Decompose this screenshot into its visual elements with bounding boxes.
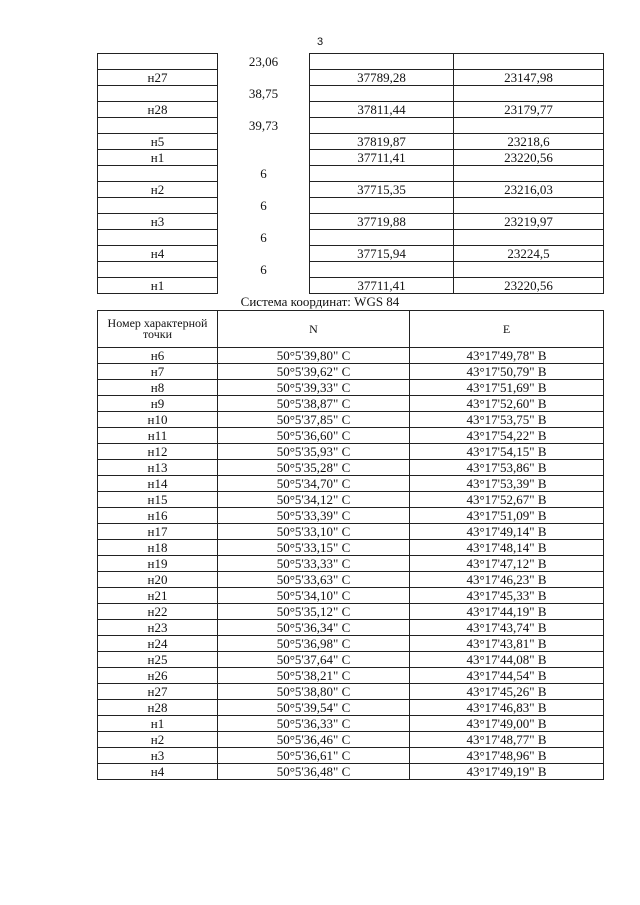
- longitude-value: 43°17'45,26" В: [410, 684, 604, 700]
- wgs84-row: [98, 476, 604, 492]
- x-coordinate: 37711,41: [310, 150, 454, 166]
- page-number: 3: [316, 36, 324, 48]
- empty-cell: [218, 102, 310, 118]
- point-name: н2: [98, 732, 218, 748]
- y-coordinate: 23220,56: [454, 150, 604, 166]
- latitude-value: 50°5'36,48" С: [218, 764, 410, 780]
- point-name: н10: [98, 412, 218, 428]
- wgs84-row: [98, 428, 604, 444]
- empty-cell: [98, 198, 218, 214]
- wgs84-row: [98, 572, 604, 588]
- point-name: н25: [98, 652, 218, 668]
- empty-cell: [310, 230, 454, 246]
- empty-cell: [218, 246, 310, 262]
- latitude-value: 50°5'37,85" С: [218, 412, 410, 428]
- point-name: н4: [98, 246, 218, 262]
- point-name: н22: [98, 604, 218, 620]
- distance-row: [98, 230, 604, 246]
- point-name: н24: [98, 636, 218, 652]
- y-coordinate: 23224,5: [454, 246, 604, 262]
- longitude-value: 43°17'54,15" В: [410, 444, 604, 460]
- empty-cell: [310, 166, 454, 182]
- empty-cell: [98, 86, 218, 102]
- longitude-value: 43°17'51,69" В: [410, 380, 604, 396]
- wgs84-coordinates-body: [98, 348, 604, 780]
- longitude-value: 43°17'48,77" В: [410, 732, 604, 748]
- latitude-value: 50°5'34,12" С: [218, 492, 410, 508]
- latitude-value: 50°5'36,60" С: [218, 428, 410, 444]
- wgs84-row: [98, 444, 604, 460]
- point-row: [98, 246, 604, 262]
- longitude-value: 43°17'54,22" В: [410, 428, 604, 444]
- latitude-value: 50°5'33,63" С: [218, 572, 410, 588]
- x-coordinate: 37719,88: [310, 214, 454, 230]
- longitude-value: 43°17'53,86" В: [410, 460, 604, 476]
- latitude-value: 50°5'35,93" С: [218, 444, 410, 460]
- longitude-value: 43°17'49,00" В: [410, 716, 604, 732]
- point-row: [98, 150, 604, 166]
- point-name: н12: [98, 444, 218, 460]
- header-point-number: Номер характерной точки: [98, 311, 218, 348]
- point-name: н14: [98, 476, 218, 492]
- y-coordinate: 23179,77: [454, 102, 604, 118]
- distance-row: [98, 54, 604, 70]
- wgs84-row: [98, 764, 604, 780]
- latitude-value: 50°5'39,54" С: [218, 700, 410, 716]
- empty-cell: [454, 198, 604, 214]
- wgs84-row: [98, 396, 604, 412]
- longitude-value: 43°17'49,19" В: [410, 764, 604, 780]
- wgs84-row: [98, 652, 604, 668]
- distance-row: [98, 86, 604, 102]
- distance-value: 39,73: [218, 118, 310, 134]
- empty-cell: [218, 150, 310, 166]
- latitude-value: 50°5'36,46" С: [218, 732, 410, 748]
- wgs84-row: [98, 620, 604, 636]
- empty-cell: [310, 54, 454, 70]
- empty-cell: [454, 262, 604, 278]
- y-coordinate: 23218,6: [454, 134, 604, 150]
- point-name: н4: [98, 764, 218, 780]
- longitude-value: 43°17'53,75" В: [410, 412, 604, 428]
- point-name: н16: [98, 508, 218, 524]
- point-name: н6: [98, 348, 218, 364]
- point-name: н3: [98, 214, 218, 230]
- point-name: н1: [98, 278, 218, 294]
- longitude-value: 43°17'47,12" В: [410, 556, 604, 572]
- empty-cell: [454, 166, 604, 182]
- longitude-value: 43°17'44,19" В: [410, 604, 604, 620]
- distance-value: 23,06: [218, 54, 310, 70]
- empty-cell: [310, 118, 454, 134]
- empty-cell: [454, 118, 604, 134]
- wgs84-row: [98, 588, 604, 604]
- empty-cell: [310, 86, 454, 102]
- distance-value: 6: [218, 230, 310, 246]
- point-name: н21: [98, 588, 218, 604]
- empty-cell: [218, 70, 310, 86]
- latitude-value: 50°5'33,15" С: [218, 540, 410, 556]
- wgs84-row: [98, 732, 604, 748]
- wgs84-row: [98, 460, 604, 476]
- wgs84-header-row: [98, 311, 604, 348]
- empty-cell: [310, 262, 454, 278]
- wgs84-coordinates-table: [97, 310, 604, 780]
- header-longitude: E: [410, 311, 604, 348]
- latitude-value: 50°5'36,98" С: [218, 636, 410, 652]
- distance-value: 6: [218, 198, 310, 214]
- point-name: н28: [98, 700, 218, 716]
- longitude-value: 43°17'46,23" В: [410, 572, 604, 588]
- point-name: н23: [98, 620, 218, 636]
- latitude-value: 50°5'34,70" С: [218, 476, 410, 492]
- latitude-value: 50°5'39,62" С: [218, 364, 410, 380]
- wgs84-row: [98, 348, 604, 364]
- wgs84-row: [98, 636, 604, 652]
- point-row: [98, 182, 604, 198]
- wgs84-row: [98, 380, 604, 396]
- x-coordinate: 37715,35: [310, 182, 454, 198]
- wgs84-row: [98, 556, 604, 572]
- y-coordinate: 23216,03: [454, 182, 604, 198]
- point-name: н15: [98, 492, 218, 508]
- wgs84-row: [98, 412, 604, 428]
- point-name: н20: [98, 572, 218, 588]
- point-row: [98, 214, 604, 230]
- wgs84-row: [98, 524, 604, 540]
- distance-value: 6: [218, 166, 310, 182]
- latitude-value: 50°5'35,12" С: [218, 604, 410, 620]
- coordinate-system-caption: Система координат: WGS 84: [240, 294, 400, 309]
- empty-cell: [98, 230, 218, 246]
- x-coordinate: 37789,28: [310, 70, 454, 86]
- longitude-value: 43°17'48,14" В: [410, 540, 604, 556]
- longitude-value: 43°17'50,79" В: [410, 364, 604, 380]
- point-name: н9: [98, 396, 218, 412]
- planar-coordinates-table: [97, 53, 604, 294]
- point-row: [98, 70, 604, 86]
- point-name: н13: [98, 460, 218, 476]
- x-coordinate: 37711,41: [310, 278, 454, 294]
- empty-cell: [218, 214, 310, 230]
- latitude-value: 50°5'38,21" С: [218, 668, 410, 684]
- point-name: н1: [98, 716, 218, 732]
- wgs84-row: [98, 700, 604, 716]
- x-coordinate: 37811,44: [310, 102, 454, 118]
- wgs84-row: [98, 716, 604, 732]
- wgs84-row: [98, 748, 604, 764]
- header-latitude: N: [218, 311, 410, 348]
- distance-row: [98, 118, 604, 134]
- latitude-value: 50°5'38,87" С: [218, 396, 410, 412]
- empty-cell: [98, 54, 218, 70]
- latitude-value: 50°5'39,33" С: [218, 380, 410, 396]
- longitude-value: 43°17'43,74" В: [410, 620, 604, 636]
- longitude-value: 43°17'49,14" В: [410, 524, 604, 540]
- point-name: н27: [98, 70, 218, 86]
- empty-cell: [218, 182, 310, 198]
- distance-row: [98, 262, 604, 278]
- latitude-value: 50°5'39,80" С: [218, 348, 410, 364]
- point-row: [98, 102, 604, 118]
- latitude-value: 50°5'35,28" С: [218, 460, 410, 476]
- planar-coordinates-body: [98, 54, 604, 294]
- point-name: н18: [98, 540, 218, 556]
- empty-cell: [454, 54, 604, 70]
- longitude-value: 43°17'52,60" В: [410, 396, 604, 412]
- distance-value: 38,75: [218, 86, 310, 102]
- latitude-value: 50°5'37,64" С: [218, 652, 410, 668]
- wgs84-row: [98, 364, 604, 380]
- wgs84-row: [98, 508, 604, 524]
- longitude-value: 43°17'52,67" В: [410, 492, 604, 508]
- longitude-value: 43°17'51,09" В: [410, 508, 604, 524]
- latitude-value: 50°5'36,61" С: [218, 748, 410, 764]
- wgs84-row: [98, 668, 604, 684]
- point-name: н28: [98, 102, 218, 118]
- longitude-value: 43°17'45,33" В: [410, 588, 604, 604]
- wgs84-row: [98, 540, 604, 556]
- point-name: н27: [98, 684, 218, 700]
- empty-cell: [98, 166, 218, 182]
- empty-cell: [310, 198, 454, 214]
- longitude-value: 43°17'46,83" В: [410, 700, 604, 716]
- point-name: н7: [98, 364, 218, 380]
- latitude-value: 50°5'36,33" С: [218, 716, 410, 732]
- longitude-value: 43°17'44,08" В: [410, 652, 604, 668]
- latitude-value: 50°5'33,33" С: [218, 556, 410, 572]
- wgs84-row: [98, 604, 604, 620]
- latitude-value: 50°5'34,10" С: [218, 588, 410, 604]
- y-coordinate: 23147,98: [454, 70, 604, 86]
- empty-cell: [454, 86, 604, 102]
- point-name: н11: [98, 428, 218, 444]
- latitude-value: 50°5'38,80" С: [218, 684, 410, 700]
- x-coordinate: 37819,87: [310, 134, 454, 150]
- latitude-value: 50°5'33,10" С: [218, 524, 410, 540]
- distance-value: 6: [218, 262, 310, 278]
- point-name: н17: [98, 524, 218, 540]
- latitude-value: 50°5'33,39" С: [218, 508, 410, 524]
- point-name: н2: [98, 182, 218, 198]
- empty-cell: [98, 118, 218, 134]
- empty-cell: [218, 134, 310, 150]
- point-name: н3: [98, 748, 218, 764]
- longitude-value: 43°17'53,39" В: [410, 476, 604, 492]
- point-row: [98, 134, 604, 150]
- distance-row: [98, 166, 604, 182]
- longitude-value: 43°17'44,54" В: [410, 668, 604, 684]
- point-row: [98, 278, 604, 294]
- point-name: н8: [98, 380, 218, 396]
- wgs84-row: [98, 492, 604, 508]
- x-coordinate: 37715,94: [310, 246, 454, 262]
- y-coordinate: 23220,56: [454, 278, 604, 294]
- empty-cell: [98, 262, 218, 278]
- distance-row: [98, 198, 604, 214]
- point-name: н26: [98, 668, 218, 684]
- latitude-value: 50°5'36,34" С: [218, 620, 410, 636]
- wgs84-row: [98, 684, 604, 700]
- y-coordinate: 23219,97: [454, 214, 604, 230]
- point-name: н19: [98, 556, 218, 572]
- longitude-value: 43°17'48,96" В: [410, 748, 604, 764]
- empty-cell: [218, 278, 310, 294]
- empty-cell: [454, 230, 604, 246]
- point-name: н5: [98, 134, 218, 150]
- longitude-value: 43°17'49,78" В: [410, 348, 604, 364]
- longitude-value: 43°17'43,81" В: [410, 636, 604, 652]
- point-name: н1: [98, 150, 218, 166]
